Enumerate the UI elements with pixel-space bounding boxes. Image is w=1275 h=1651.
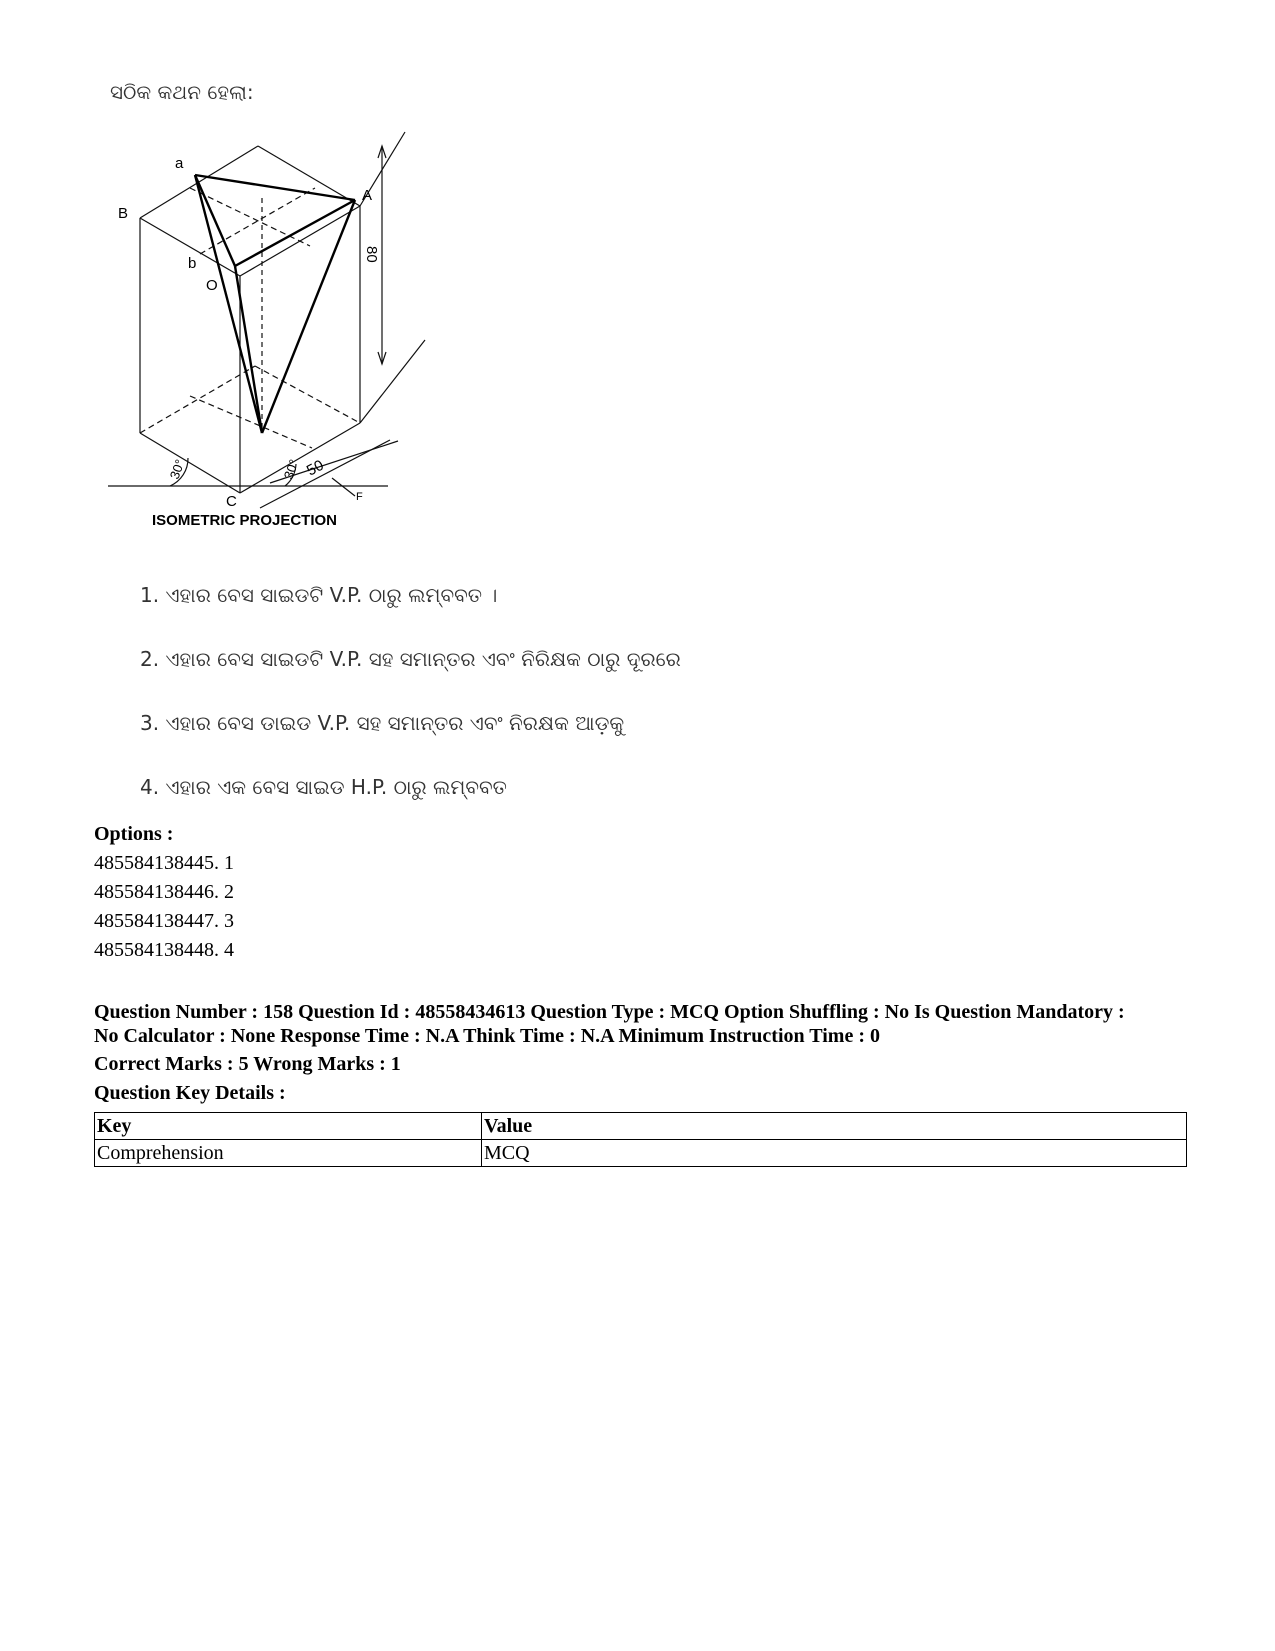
statement-3: 3. ଏହାର ବେସ ଡାଇଡ V.P. ସହ ସମାନ୍ତର ଏବଂ ନିରକ୍ଷକ ଆଡ଼କୁ: [140, 711, 625, 735]
isometric-projection-figure: [100, 128, 460, 558]
label-F: F: [356, 491, 363, 503]
key-details-heading: Question Key Details :: [94, 1082, 286, 1104]
angle-left-label: 30°: [166, 457, 188, 482]
key-details-table: [94, 1112, 1187, 1167]
label-C: C: [226, 493, 237, 510]
option-item: 485584138448. 4: [94, 939, 234, 961]
side-dimension-label: 50: [303, 456, 327, 480]
height-dimension-label: 80: [363, 246, 380, 263]
label-A: A: [362, 187, 373, 204]
option-item: 485584138445. 1: [94, 852, 234, 874]
question-metadata: [94, 1000, 1194, 1048]
question-stem: ସଠିକ କଥନ ହେଲା:: [110, 80, 254, 104]
figure-caption: ISOMETRIC PROJECTION: [152, 512, 338, 529]
option-item: 485584138446. 2: [94, 881, 234, 903]
metadata-line-2: No Calculator : None Response Time : N.A Think Time : N.A Minimum Instruction Time : 0: [94, 1025, 880, 1047]
label-B: B: [118, 205, 129, 222]
cell-value: MCQ: [482, 1140, 1187, 1167]
angle-right-label: 30°: [280, 457, 302, 482]
options-heading: Options :: [94, 823, 174, 845]
option-item: 485584138447. 3: [94, 910, 234, 932]
table-header-row: [95, 1113, 1187, 1140]
metadata-line-1: Question Number : 158 Question Id : 48558434613 Question Type : MCQ Option Shuffling : No Is Question Mandatory :: [94, 1001, 1125, 1023]
cell-key: Comprehension: [95, 1140, 482, 1167]
statement-1: 1. ଏହାର ବେସ ସାଇଡଟି V.P. ଠାରୁ ଲମ୍ବବତ ।: [140, 583, 498, 607]
marks-line: Correct Marks : 5 Wrong Marks : 1: [94, 1053, 401, 1075]
statement-4: 4. ଏହାର ଏକ ବେସ ସାଇଡ H.P. ଠାରୁ ଲମ୍ବବତ: [140, 775, 507, 799]
table-row: [95, 1140, 1187, 1167]
label-b: b: [188, 255, 197, 272]
statement-2: 2. ଏହାର ବେସ ସାଇଡଟି V.P. ସହ ସମାନ୍ତର ଏବଂ ନିରିକ୍ଷକ ଠାରୁ ଦୂରରେ: [140, 647, 681, 671]
label-a: a: [175, 155, 184, 172]
header-key: Key: [95, 1113, 482, 1140]
header-value: Value: [482, 1113, 1187, 1140]
label-O: O: [206, 277, 218, 294]
